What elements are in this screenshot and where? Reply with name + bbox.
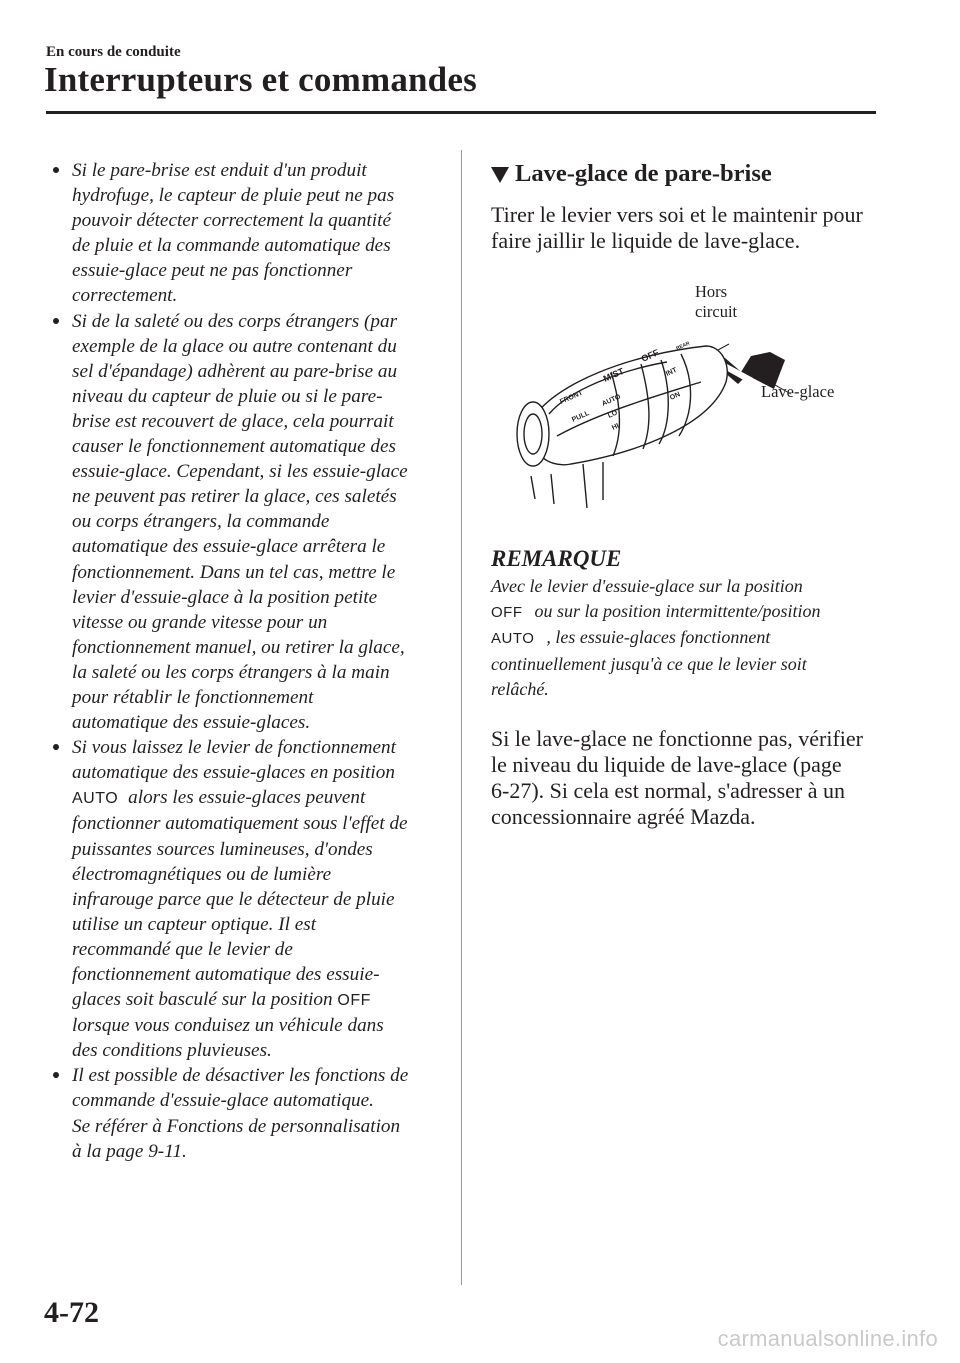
bullet-line: pour rétablir le fonctionnement [72, 686, 314, 708]
figure-label-lave-glace: Lave-glace [761, 382, 835, 401]
lever-text: LO [606, 409, 619, 420]
bullet-line: puissantes sources lumineuses, d'ondes [72, 838, 373, 860]
figure-label-line: Hors [695, 282, 728, 301]
lever-text: MIST [601, 365, 626, 384]
bullet-dot [53, 318, 59, 324]
note-line: continuellement jusqu'à ce que le levier soit [491, 653, 807, 674]
off-position-label: OFF [337, 992, 371, 1010]
bullet-line: électromagnétiques ou de lumière [72, 863, 332, 885]
lever-text: INT [664, 366, 679, 378]
left-column [50, 158, 445, 1164]
bullet-line: ne peuvent pas retirer la glace, ces saletés [72, 486, 397, 508]
bullet-line: hydrofuge, le capteur de pluie peut ne pas [72, 185, 395, 207]
lever-text: PULL [570, 409, 591, 424]
bullet-line: levier d'essuie-glace à la position petite [72, 586, 378, 608]
bullet-line: pouvoir détecter correctement la quantité [72, 210, 391, 232]
bullet-line-text: glaces soit basculé sur la position [72, 989, 333, 1011]
bullet-line-text: alors les essuie-glaces peuvent [128, 787, 366, 809]
bullet-line: commande d'essuie-glace automatique. [72, 1090, 374, 1112]
bullet-item [50, 158, 445, 309]
bullet-line: fonctionnement automatique des essuie- [72, 964, 380, 985]
bullet-line: Si de la saleté ou des corps étrangers (par [72, 310, 398, 332]
note-line [491, 625, 886, 651]
bullet-dot [53, 1072, 59, 1078]
bullet-line: niveau du capteur de pluie ou si le pare- [72, 385, 383, 407]
auto-position-label: AUTO [72, 790, 119, 808]
bullet-line: essuie-glace peut ne pas fonctionner [72, 260, 353, 282]
figure-label-line: circuit [695, 302, 738, 321]
note-line-text: , les essuie-glaces fonctionnent [546, 627, 771, 648]
note-line: relâché. [491, 678, 549, 699]
note-text [491, 574, 886, 702]
note-line: Avec le levier d'essuie-glace sur la position [491, 576, 803, 596]
lever-text: HI [610, 422, 621, 432]
section-label: En cours de conduite [46, 44, 181, 60]
bullet-line: Si vous laissez le levier de fonctionnement [72, 737, 396, 759]
bullet-line: ou corps étrangers, la commande [72, 511, 330, 533]
bullet-line [72, 987, 445, 1013]
bullet-line: brise est recouvert de glace, cela pourrait [72, 410, 394, 432]
lever-text: ON [668, 391, 682, 402]
bullet-line: lorsque vous conduisez un véhicule dans [72, 1015, 384, 1037]
bullet-line: Si le pare-brise est enduit d'un produit [72, 160, 367, 181]
bullet-line: automatique des essuie-glace arrêtera le [72, 536, 386, 558]
note-line-text: ou sur la position intermittente/position [534, 601, 821, 622]
title-rule [46, 111, 876, 114]
bullet-line: Se référer à Fonctions de personnalisation [72, 1115, 401, 1137]
paragraph-line: le niveau du liquide de lave-glace (page [491, 752, 842, 778]
right-column [491, 160, 886, 830]
bullet-line: Il est possible de désactiver les fonctions de [72, 1065, 409, 1087]
bullet-dot [53, 744, 59, 750]
bullet-line: essuie-glace. Cependant, si les essuie-glace [72, 461, 408, 483]
bullet-item [50, 309, 445, 736]
bullet-line: automatique des essuie-glaces en position [72, 762, 395, 784]
wiper-lever-illustration [491, 264, 871, 534]
auto-position-label: AUTO [491, 630, 535, 648]
bullet-line: fonctionnement. Dans un tel cas, mettre le [72, 561, 396, 583]
bullet-line: des conditions pluvieuses. [72, 1040, 272, 1062]
intro-paragraph [491, 202, 886, 254]
bullet-line: causer le fonctionnement automatique des [72, 436, 396, 458]
paragraph-line: concessionnaire agréé Mazda. [491, 804, 756, 830]
bullet-line: infrarouge parce que le détecteur de pluie [72, 888, 395, 910]
figure-label-hors [695, 282, 737, 322]
closing-paragraph [491, 726, 886, 830]
note-line [491, 599, 886, 625]
paragraph-line: faire jaillir le liquide de lave-glace. [491, 228, 801, 253]
triangle-icon [491, 167, 509, 183]
bullet-line: automatique des essuie-glaces. [72, 712, 311, 734]
bullet-line: la saleté ou les corps étrangers à la main [72, 661, 390, 683]
section-heading [491, 160, 886, 188]
paragraph-line: 6-27). Si cela est normal, s'adresser à un [491, 778, 846, 804]
watermark: carmanualsonline.info [717, 1326, 938, 1351]
bullet-line: fonctionnement manuel, ou retirer la glace, [72, 636, 405, 658]
lever-text: FRONT [558, 389, 584, 406]
page-number: 4-72 [44, 1296, 99, 1329]
note-title: REMARQUE [491, 546, 622, 571]
page-title: Interrupteurs et commandes [44, 60, 477, 99]
paragraph-line: Si le lave-glace ne fonctionne pas, vérifier [491, 726, 864, 752]
off-position-label: OFF [491, 604, 523, 622]
column-divider [461, 150, 462, 1285]
bullet-line: fonctionner automatiquement sous l'effet de [72, 813, 408, 835]
bullet-line: de pluie et la commande automatique des [72, 235, 391, 257]
bullet-line: utilise un capteur optique. Il est [72, 913, 317, 935]
bullet-item [50, 735, 445, 1063]
bullet-line: vitesse ou grande vitesse pour un [72, 611, 328, 633]
bullet-line: exemple de la glace ou autre contenant du [72, 335, 397, 357]
bullet-item [50, 1063, 445, 1163]
bullet-dot [53, 167, 59, 173]
lever-text: REAR [675, 340, 691, 352]
paragraph-line: Tirer le levier vers soi et le maintenir pour [491, 202, 863, 227]
section-heading-text: Lave-glace de pare-brise [515, 160, 772, 187]
lever-text: AUTO [600, 393, 622, 408]
bullet-line: sel d'épandage) adhèrent au pare-brise au [72, 360, 398, 382]
lever-text: OFF [639, 347, 661, 364]
bullet-line [72, 785, 445, 811]
bullet-line: recommandé que le levier de [72, 938, 293, 960]
bullet-line: correctement. [72, 285, 178, 307]
bullet-line: à la page 9-11. [72, 1140, 187, 1162]
